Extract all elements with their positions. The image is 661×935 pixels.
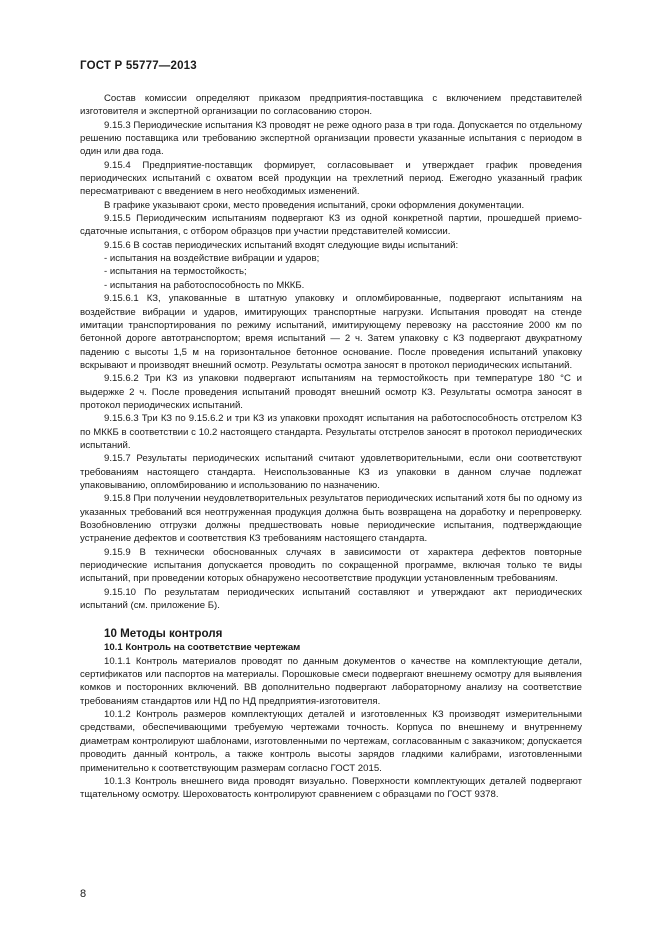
paragraph: 9.15.6 В состав периодических испытаний входят следующие виды испытаний: — [104, 239, 459, 251]
list-item: - испытания на воздействие вибрации и ударов; — [104, 253, 320, 265]
paragraph: В графике указывают сроки, место проведения испытаний, сроки оформления документации. — [104, 199, 525, 211]
paragraph: 9.15.3 Периодические испытания КЗ проводят не реже одного раза в три года. Допускается по отдельному решению поставщика или требованию экспертной организации провести указанные испытания с периодом в один или два года. — [80, 119, 582, 158]
paragraph: 10.1.1 Контроль материалов проводят по данным документов о качестве на комплектующие детали, сертификатов или паспортов на материалы. Порошковые смеси подвергают внешнему осмотру для выявления комков и посторонних включений. ВВ дополнительно подвергают лабораторному анализу на соответствие требованиям стандартов или НД по НД предприятия-изготовителя. — [80, 655, 582, 707]
paragraph: 9.15.4 Предприятие-поставщик формирует, согласовывает и утверждает график проведения периодических испытаний с охватом всей продукции на трехлетний период. Ежегодно указанный график пересматривают с введением в него необходимых изменений. — [80, 159, 582, 198]
paragraph: 10.1.3 Контроль внешнего вида проводят визуально. Поверхности комплектующих деталей подвергают тщательному осмотру. Шероховатость контролируют сравнением с образцами по ГОСТ 9378. — [80, 775, 582, 801]
paragraph: 9.15.9 В технически обоснованных случаях в зависимости от характера дефектов повторные периодические испытания допускается проводить по сокращенной программе, включая только те виды испытаний, при проведении которых обнаружено несоответствие продукции установленным требованиям. — [80, 546, 582, 585]
paragraph: 9.15.6.2 Три КЗ из упаковки подвергают испытаниям на термостойкость при температуре 180 °С и выдержке 2 ч. После проведения испытаний проводят внешний осмотр КЗ. Результаты осмотра заносят в протокол периодических испытаний. — [80, 373, 582, 411]
section-title: 10 Методы контроля — [104, 627, 223, 641]
paragraph: 9.15.6.3 Три КЗ по 9.15.6.2 и три КЗ из упаковки проходят испытания на работоспособность отстрелом КЗ по МККБ в соответствии с 10.2 настоящего стандарта. Результаты отстрелов заносят в протокол периодических испытаний. — [80, 413, 582, 451]
subsection-title: 10.1 Контроль на соответствие чертежам — [104, 642, 301, 654]
paragraph: 9.15.8 При получении неудовлетворительных результатов периодических испытаний хотя бы по одному из указанных требований вся неотгруженная продукция должна быть возвращена на доработку и перепроверку. Возобновлению отгрузки должны предшествовать новые периодические испытания, подтверждающие устранение дефектов и соответствия КЗ требованиям настоящего стандарта. — [80, 493, 582, 545]
paragraph: 10.1.2 Контроль размеров комплектующих деталей и изготовленных КЗ производят измерительными средствами, обеспечивающими требуемую чертежами точность. Корпуса по внешнему и внутреннему диаметрам контролируют шаблонами, изготовленными по чертежам, согласованным с заказчиком; допускается проводить данный контроль, а также контроль высоты зарядов гладкими калибрами, изготовленными применительно к соответствующим размерам согласно ГОСТ 2015. — [80, 709, 582, 774]
paragraph: 9.15.5 Периодическим испытаниям подвергают КЗ из одной конкретной партии, прошедшей приемо-сдаточные испытания, с отбором образцов при участии представителей комиссии. — [80, 213, 582, 238]
paragraph: 9.15.7 Результаты периодических испытаний считают удовлетворительными, если они соответствуют требованиям настоящего стандарта. Неиспользованные КЗ из упаковки в данном случае подлежат упаковыванию, опломбированию и использованию по назначению. — [80, 453, 582, 491]
paragraph: Состав комиссии определяют приказом предприятия-поставщика с включением представителей изготовителя и экспертной организации по согласованию сторон. — [80, 93, 582, 118]
document-header: ГОСТ Р 55777—2013 — [80, 60, 197, 72]
list-item: - испытания на термостойкость; — [104, 266, 247, 278]
paragraph: 9.15.10 По результатам периодических испытаний составляют и утверждают акт периодических испытаний (см. приложение Б). — [80, 586, 582, 612]
document-body — [80, 92, 582, 802]
paragraph: 9.15.6.1 КЗ, упакованные в штатную упаковку и опломбированные, подвергают испытаниям на воздействие вибрации и ударов, имитирующих транспортные нагрузки. Испытания проводят на стенде имитации транспортирования по режиму испытаний, имитирующему перевозку на расстояние 2000 км по бетонной дороге автотранспортом; время испытаний — 2 ч. Затем упаковку с КЗ подвергают двукратному падению с высоты 1,5 м на горизонтальное бетонное основание. После проведения испытаний упаковку вскрывают и производят внешний осмотр. Результаты осмотра заносят в протокол периодических испытаний. — [80, 293, 582, 371]
list-item: - испытания на работоспособность по МККБ. — [104, 279, 305, 291]
page-number: 8 — [80, 888, 87, 900]
